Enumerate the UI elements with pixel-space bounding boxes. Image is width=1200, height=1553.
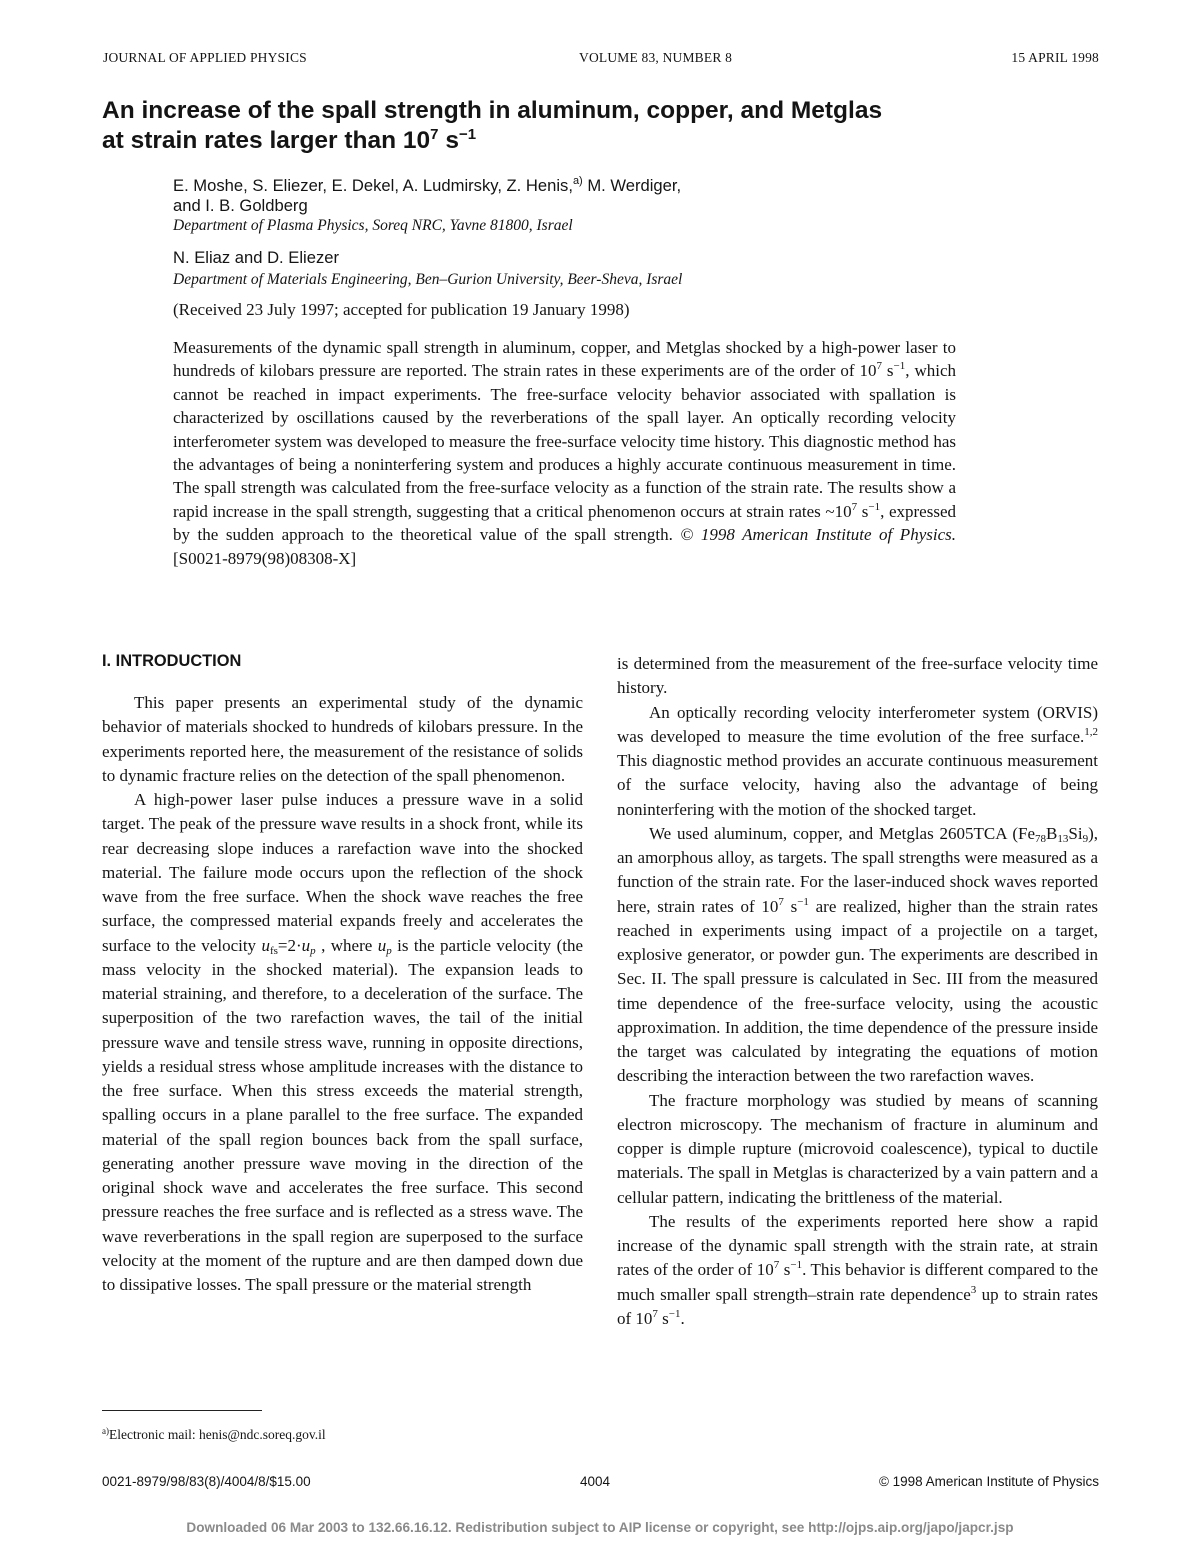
- article-title: [102, 96, 1102, 156]
- var-u: u: [301, 935, 311, 955]
- footnote-mark: a): [102, 1426, 109, 1436]
- para-text: s: [657, 1308, 669, 1328]
- subscript: 9: [1082, 832, 1089, 845]
- abstract-text: Measurements of the dynamic spall strength in aluminum, copper, and Metglas shocked by a high-power laser to hundreds of kilobars pressure are reported. The strain rates in these experiments are of the order of 10: [173, 338, 956, 381]
- abstract-text: s: [881, 361, 894, 381]
- title-unit: s: [438, 127, 459, 154]
- footnote: [102, 1426, 582, 1443]
- authors-text-1: E. Moshe, S. Eliezer, E. Dekel, A. Ludmirsky, Z. Henis,: [173, 176, 573, 195]
- subscript: 78: [1035, 832, 1047, 845]
- intro-paragraph-2: [102, 788, 583, 1297]
- intro-paragraph-3: [617, 701, 1098, 822]
- para-text: . This behavior is different compared to the much smaller spall strength–strain rate dependence: [617, 1260, 1098, 1304]
- para-text: A high-power laser pulse induces a pressure wave in a solid target. The peak of the pressure wave results in a shock front, while its rear decreasing slope induces a rarefaction wave into the shocked material. The failure mode occurs upon the reflection of the shock wave from the free surface. When the shock wave reaches the free surface, the compressed material expands freely and accelerates the surface to the velocity: [102, 790, 583, 955]
- intro-paragraph-6: [617, 1210, 1098, 1331]
- title-unit-exponent: −1: [458, 126, 477, 143]
- abstract-text: s: [857, 501, 869, 521]
- issue-date: 15 APRIL 1998: [1011, 50, 1099, 65]
- para-text: The results of the experiments reported here show a rapid increase of the dynamic spall strength with the strain rate, at strain rates of the order of 10: [617, 1211, 1098, 1280]
- title-exponent: 7: [430, 126, 439, 143]
- para-text: s: [779, 1260, 791, 1280]
- intro-paragraph-2-continued: is determined from the measurement of the free-surface velocity time history.: [617, 654, 1098, 698]
- para-text: =2·: [277, 935, 302, 955]
- var-u: u: [377, 935, 387, 955]
- footer-copyright: © 1998 American Institute of Physics: [878, 1474, 1099, 1489]
- sub-p: p: [386, 944, 392, 957]
- abstract-text: , which cannot be reached in impact experiments. The free-surface velocity behavior associated with spallation is characterized by oscillations caused by the reverberations of the spall layer. An optically recording velocity interferometer system was developed to measure the free-surface velocity time history. This diagnostic method has the advantages of being a noninterfering system and produces a highly accurate continuous measurement in time. The spall strength was calculated from the free-surface velocity as a function of the strain rate. The results show a rapid increase in the spall strength, suggesting that a critical phenomenon occurs at strain rates ~10: [173, 361, 957, 521]
- exponent: 7: [773, 1259, 780, 1272]
- authors-text-3: and I. B. Goldberg: [173, 196, 308, 215]
- abstract-exp: −1: [893, 360, 906, 373]
- column-right: [617, 652, 1098, 1331]
- exponent: −1: [790, 1259, 803, 1272]
- volume-number: VOLUME 83, NUMBER 8: [579, 50, 733, 65]
- title-line-2: at strain rates larger than 10: [102, 127, 431, 154]
- footnote-divider: [102, 1410, 262, 1411]
- reference-mark: 3: [970, 1283, 977, 1296]
- exponent: −1: [668, 1307, 681, 1320]
- para-text: , where: [315, 935, 378, 955]
- abstract-exp: 7: [876, 360, 882, 373]
- para-text: This diagnostic method provides an accurate continuous measurement of the surface velocity, having also the advantage of being noninterfering with the motion of the shocked target.: [617, 751, 1098, 819]
- page-number: 4004: [580, 1474, 611, 1489]
- subscript: 13: [1057, 832, 1069, 845]
- para-text: B: [1046, 823, 1058, 843]
- exponent: 7: [778, 895, 784, 908]
- exponent: −1: [797, 895, 809, 908]
- para-text: Si: [1068, 823, 1083, 843]
- section-heading-introduction: I. INTRODUCTION: [102, 652, 242, 670]
- sub-p: p: [310, 944, 316, 957]
- author-list-1: [173, 176, 933, 216]
- footer-code: 0021-8979/98/83(8)/4004/8/$15.00: [102, 1474, 311, 1489]
- author-footnote-mark: a): [572, 175, 583, 187]
- journal-name: JOURNAL OF APPLIED PHYSICS: [103, 50, 307, 65]
- footnote-text: Electronic mail: henis@ndc.soreq.gov.il: [109, 1427, 326, 1442]
- abstract-copyright: © 1998 American Institute of Physics.: [680, 525, 956, 545]
- column-left: [102, 650, 583, 1297]
- abstract-code: [S0021-8979(98)08308-X]: [173, 548, 357, 568]
- para-text: .: [680, 1308, 685, 1328]
- authors-text-2: M. Werdiger,: [582, 176, 682, 195]
- title-line-1: An increase of the spall strength in aluminum, copper, and Metglas: [102, 97, 883, 124]
- var-u: u: [261, 935, 270, 955]
- sub-fs: fs: [269, 944, 278, 957]
- reference-mark: 1,2: [1084, 725, 1098, 738]
- para-text: up to strain rates of 10: [617, 1284, 1098, 1328]
- abstract: [173, 336, 956, 570]
- author-list-2: N. Eliaz and D. Eliezer: [173, 248, 340, 267]
- para-text: s: [783, 896, 798, 916]
- received-date: (Received 23 July 1997; accepted for publication 19 January 1998): [173, 300, 630, 319]
- abstract-exp: −1: [868, 500, 881, 513]
- para-text: is the particle velocity (the mass velocity in the shocked material). The expansion leads to material straining, and therefore, to a deceleration of the surface. The superposition of the two rarefaction waves, the tail of the initial pressure wave and tensile stress wave, running in opposite directions, yields a residual stress whose amplitude increases with the distance to the free surface. When this stress exceeds the material strength, spalling occurs in a plane parallel to the free surface. The expanded material of the spall region bounces back from the spall surface, generating another pressure wave moving in the direction of the original shock wave and accelerates the free surface. This second pressure reaches the free surface and is reflected as a stress wave. The wave reverberations in the spall region are superposed to the surface velocity at the moment of the rupture and are then damped down due to dissipative losses. The spall pressure or the material strength: [102, 935, 584, 1294]
- download-notice: Downloaded 06 Mar 2003 to 132.66.16.12. Redistribution subject to AIP license or copyright, see http://ojps.aip.org/japo/japcr.jsp: [186, 1520, 1014, 1535]
- affiliation-1: Department of Plasma Physics, Soreq NRC, Yavne 81800, Israel: [173, 217, 573, 234]
- abstract-text: , expressed by the sudden approach to the theoretical value of the spall strength.: [173, 501, 957, 545]
- intro-paragraph-4: [617, 822, 1098, 1089]
- intro-paragraph-1: This paper presents an experimental study of the dynamic behavior of materials shocked to hundreds of kilobars pressure. In the experiments reported here, the measurement of the resistance of solids to dynamic fracture relies on the detection of the spall phenomenon.: [102, 693, 583, 785]
- para-text: are realized, higher than the strain rates reached in experiments using impact of a projectile on a target, explosive generator, or powder gun. The experiments are described in Sec. II. The spall pressure is calculated in Sec. III from the measured time dependence of the free-surface velocity, using the acoustic approximation. In addition, the time dependence of the pressure inside the target was calculated by integrating the equations of motion describing the interaction between the two rarefaction waves.: [617, 896, 1098, 1086]
- intro-paragraph-5: The fracture morphology was studied by means of scanning electron microscopy. The mechanism of fracture in aluminum and copper is dimple rupture (microvoid coalescence), typical to ductile materials. The spall in Metglas is characterized by a vain pattern and a cellular pattern, indicating the brittleness of the material.: [617, 1090, 1098, 1207]
- exponent: 7: [652, 1307, 658, 1320]
- abstract-exp: 7: [851, 500, 858, 513]
- para-text: ), an amorphous alloy, as targets. The spall strengths were measured as a function of the strain rate. For the laser-induced shock waves reported here, strain rates of 10: [617, 823, 1098, 916]
- para-text: An optically recording velocity interferometer system (ORVIS) was developed to measure the time evolution of the free surface.: [617, 702, 1098, 746]
- para-text: We used aluminum, copper, and Metglas 2605TCA (Fe: [649, 823, 1036, 843]
- affiliation-2: Department of Materials Engineering, Ben–Gurion University, Beer-Sheva, Israel: [173, 271, 683, 288]
